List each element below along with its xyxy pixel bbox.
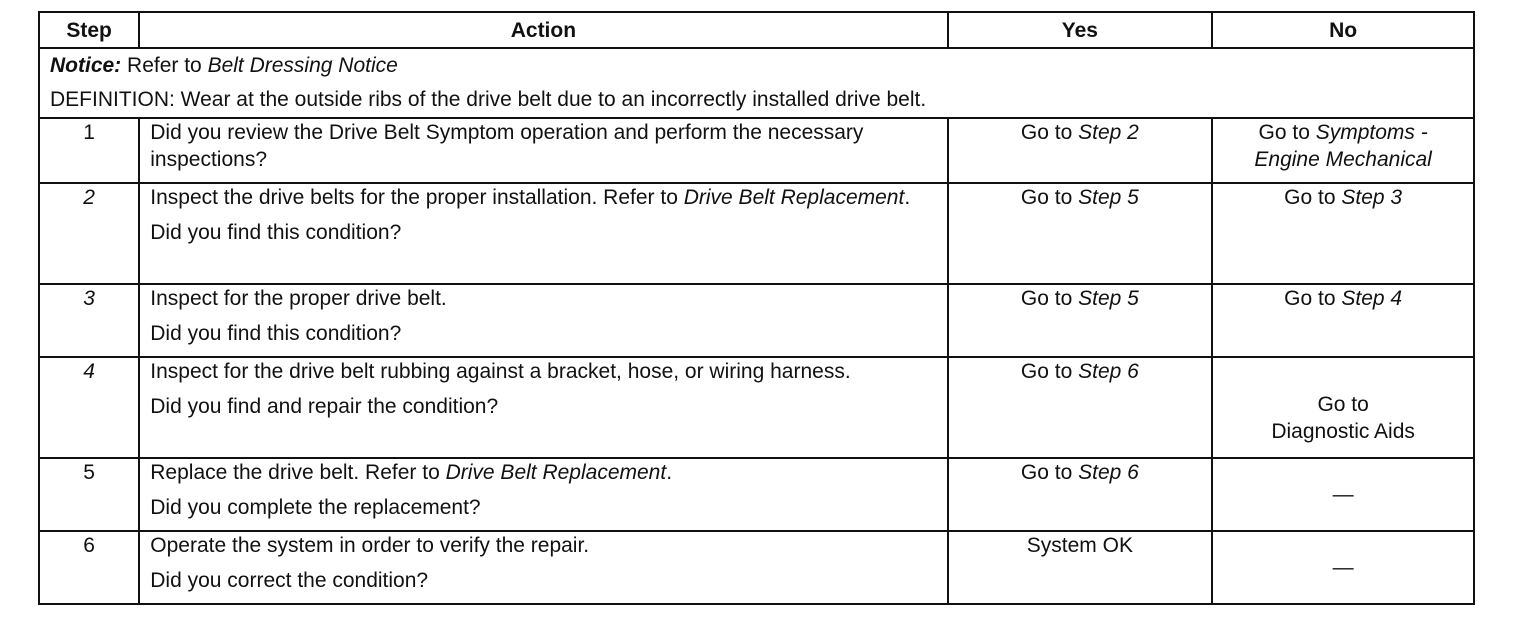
no-prefix: Go to bbox=[1284, 186, 1342, 209]
notice-cell bbox=[39, 48, 1474, 118]
no-step-ref: Symptoms - Engine Mechanical bbox=[1254, 121, 1432, 171]
table-row bbox=[39, 357, 1474, 458]
action-text-pre: Inspect the drive belts for the proper installation. Refer to bbox=[150, 186, 684, 209]
action-cell bbox=[139, 118, 947, 183]
step-number: 1 bbox=[39, 118, 139, 183]
action-cell bbox=[139, 183, 947, 284]
no-line-1: Go to bbox=[1317, 392, 1369, 416]
no-step-ref: Step 3 bbox=[1341, 186, 1403, 209]
notice-label: Notice: bbox=[50, 54, 122, 77]
header-action: Action bbox=[139, 12, 947, 48]
notice-text: Refer to bbox=[121, 54, 208, 77]
table-row bbox=[39, 458, 1474, 531]
yes-prefix: Go to bbox=[1020, 461, 1079, 484]
yes-step-ref: Step 2 bbox=[1078, 121, 1139, 144]
no-dash: — bbox=[1332, 483, 1354, 506]
no-line-2: Diagnostic Aids bbox=[1271, 419, 1415, 443]
action-text-post: . bbox=[904, 186, 911, 209]
action-question: Did you complete the replacement? bbox=[150, 496, 481, 519]
no-cell bbox=[1212, 118, 1474, 183]
yes-step-ref: Step 5 bbox=[1078, 186, 1139, 209]
no-cell bbox=[1212, 458, 1474, 531]
yes-prefix: Go to bbox=[1020, 287, 1079, 310]
no-step-ref: Step 4 bbox=[1341, 287, 1403, 310]
table-row bbox=[39, 118, 1474, 183]
yes-step-ref: Step 6 bbox=[1078, 461, 1139, 484]
action-cell bbox=[139, 458, 947, 531]
yes-step-ref: Step 6 bbox=[1078, 360, 1139, 383]
yes-prefix: Go to bbox=[1020, 186, 1079, 209]
action-cell bbox=[139, 531, 947, 604]
table-row bbox=[39, 531, 1474, 604]
action-text: Operate the system in order to verify the repair. bbox=[150, 534, 590, 557]
notice-line bbox=[50, 49, 1463, 83]
action-reference: Drive Belt Replacement bbox=[445, 461, 667, 484]
table-row bbox=[39, 183, 1474, 284]
no-dash: — bbox=[1332, 556, 1354, 579]
action-question: Did you find and repair the condition? bbox=[150, 395, 499, 418]
yes-step-ref: Step 5 bbox=[1078, 287, 1139, 310]
step-number: 5 bbox=[39, 458, 139, 531]
step-number: 4 bbox=[39, 357, 139, 458]
action-question: Did you find this condition? bbox=[150, 221, 402, 244]
yes-prefix: Go to bbox=[1020, 360, 1079, 383]
diagnostic-table bbox=[38, 11, 1475, 605]
yes-cell: System OK bbox=[948, 531, 1213, 604]
yes-cell bbox=[948, 284, 1213, 357]
yes-cell bbox=[948, 458, 1213, 531]
action-text: Inspect for the drive belt rubbing against a bracket, hose, or wiring harness. bbox=[150, 360, 851, 383]
action-text: Inspect for the proper drive belt. bbox=[150, 287, 447, 310]
yes-cell bbox=[948, 357, 1213, 458]
step-number: 2 bbox=[39, 183, 139, 284]
header-no: No bbox=[1212, 12, 1474, 48]
action-text: Did you review the Drive Belt Symptom operation and perform the necessary inspections? bbox=[150, 121, 864, 171]
action-cell bbox=[139, 284, 947, 357]
action-text bbox=[150, 184, 936, 211]
action-text-post: . bbox=[666, 461, 673, 484]
no-cell bbox=[1212, 284, 1474, 357]
table-row bbox=[39, 284, 1474, 357]
header-step: Step bbox=[39, 12, 139, 48]
no-cell bbox=[1212, 183, 1474, 284]
yes-cell bbox=[948, 183, 1213, 284]
no-prefix: Go to bbox=[1284, 287, 1342, 310]
yes-cell bbox=[948, 118, 1213, 183]
action-question: Did you correct the condition? bbox=[150, 569, 429, 592]
no-cell bbox=[1212, 357, 1474, 458]
no-prefix: Go to bbox=[1258, 121, 1316, 144]
header-row bbox=[39, 12, 1474, 48]
action-question: Did you find this condition? bbox=[150, 322, 402, 345]
step-number: 3 bbox=[39, 284, 139, 357]
no-cell bbox=[1212, 531, 1474, 604]
action-text-pre: Replace the drive belt. Refer to bbox=[150, 461, 446, 484]
action-cell bbox=[139, 357, 947, 458]
definition-text: DEFINITION: Wear at the outside ribs of the drive belt due to an incorrectly installed drive belt. bbox=[50, 88, 927, 111]
notice-row bbox=[39, 48, 1474, 118]
notice-reference: Belt Dressing Notice bbox=[207, 54, 398, 77]
step-number: 6 bbox=[39, 531, 139, 604]
action-text bbox=[150, 459, 936, 486]
header-yes: Yes bbox=[948, 12, 1213, 48]
action-reference: Drive Belt Replacement bbox=[683, 186, 905, 209]
yes-prefix: Go to bbox=[1020, 121, 1079, 144]
